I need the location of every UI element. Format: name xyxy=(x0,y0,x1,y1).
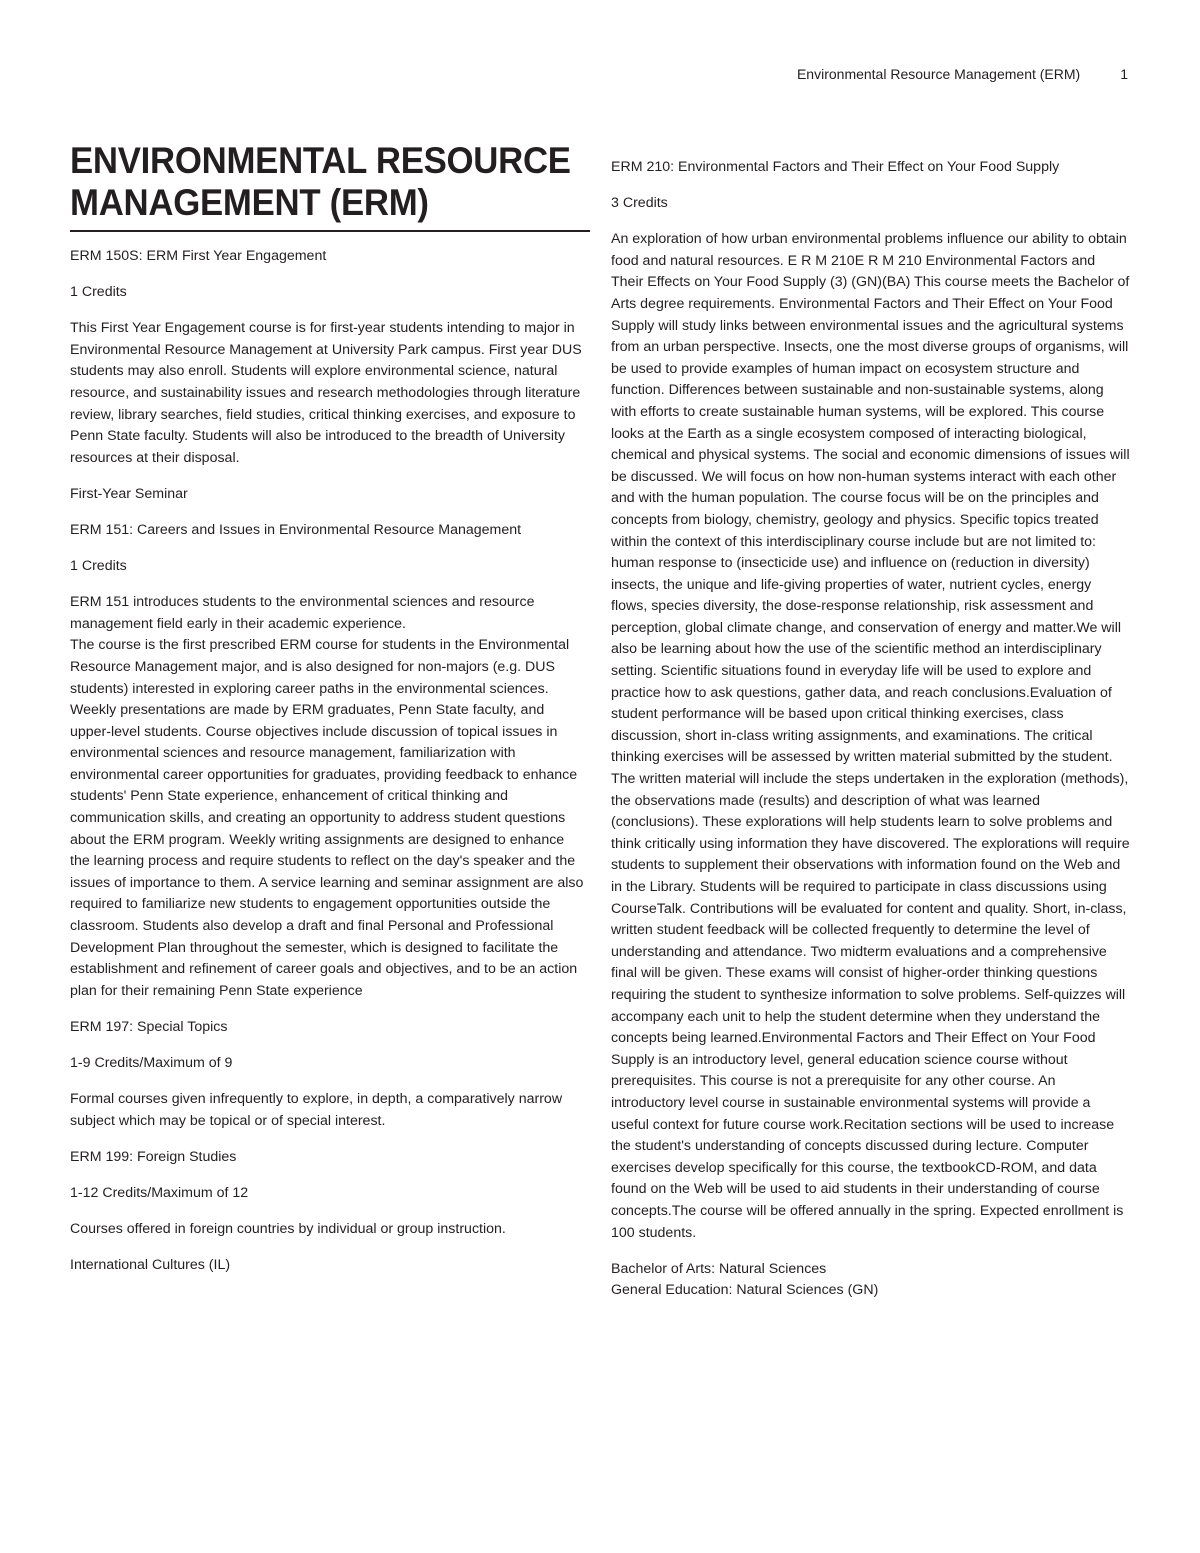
course-credits-erm151: 1 Credits xyxy=(70,558,127,575)
course-tag-erm199: International Cultures (IL) xyxy=(70,1257,231,1274)
course-title-erm210: ERM 210: Environmental Factors and Their Effect on Your Food Supply xyxy=(611,159,1060,175)
course-description-erm197: Formal courses given infrequently to explore, in depth, a comparatively narrow subject which may be topical or of special interest. xyxy=(70,1091,563,1129)
page-title: ENVIRONMENTAL RESOURCE MANAGEMENT (ERM) xyxy=(70,140,571,223)
course-title-erm151: ERM 151: Careers and Issues in Environmental Resource Management xyxy=(70,521,522,538)
course-title-erm197: ERM 197: Special Topics xyxy=(70,1018,228,1035)
course-ba-erm210: Bachelor of Arts: Natural Sciences xyxy=(611,1260,827,1277)
running-title: Environmental Resource Management (ERM) xyxy=(796,66,1081,82)
course-tag-erm150s: First-Year Seminar xyxy=(70,485,188,502)
course-description-erm199: Courses offered in foreign countries by individual or group instruction. xyxy=(70,1220,506,1237)
course-description-erm151: The course is the first prescribed ERM course for students in the Environmental Resource Management major, and is also designed for non-majors (e.g. DUS students) interested in exploring career paths in the environmental sciences. Weekly presentations are made by ERM graduates, Penn State faculty, and upper-level students. Course objectives include discussion of topical issues in environmental sciences and resource management, familiarization with environmental career opportunities for graduates, providing feedback to enhance students' Penn State experience, enhancement of critical thinking and communication skills, and creating an opportunity to address student questions about the ERM program. Weekly writing assignments are designed to enhance the learning process and require students to reflect on the day's speaker and the issues of importance to them. A service learning and seminar assignment are also required to familiarize new students to engagement opportunities outside the classroom. Students also develop a draft and final Personal and Professional Development Plan throughout the semester, which is designed to facilitate the establishment and refinement of career goals and objectives, and to be an action plan for their remaining Penn State experience xyxy=(70,637,584,999)
course-description-erm210: An exploration of how urban environmental problems influence our ability to obtain food and natural resources. E R M 210E R M 210 Environmental Factors and Their Effects on Your Food Supply (3) (GN)(BA) This course meets the Bachelor of Arts degree requirements. Environmental Factors and Their Effect on Your Food Supply will study links between environmental issues and the agricultural systems from an urban perspective. Insects, one the most diverse groups of organisms, will be used to provide examples of human impact on ecosystem structure and function. Differences between sustainable and non-sustainable systems, along with efforts to create sustainable human systems, will be explored. This course looks at the Earth as a single ecosystem composed of interacting biological, chemical and physical systems. The social and economic dimensions of issues will be discussed. We will focus on how non-human systems interact with each other and with the human population. The course focus will be on the principles and concepts from biology, chemistry, geology and physics. Specific topics treated within the context of this interdisciplinary course include but are not limited to: human response to (insecticide use) and influence on (reduction in diversity) insects, the unique and life-giving properties of water, nutrient cycles, energy flows, species diversity, the dose-response relationship, risk assessment and perception, global climate change, and conservation of energy and matter.We will also be learning about how the use of the scientific method an interdisciplinary setting. Scientific situations found in everyday life will be used to explore and practice how to ask questions, gather data, and reach conclusions.Evaluation of student performance will be based upon critical thinking exercises, class discussion, short in-class writing assignments, and examinations. The critical thinking exercises will be assessed by written material submitted by the student. The written material will include the steps undertaken in the exploration (methods), the observations made (results) and description of what was learned (conclusions). These explorations will help students learn to solve problems and think critically using information they have discovered. The explorations will require students to supplement their observations with information found on the Web and in the Library. Students will be required to participate in class discussions using CourseTalk. Contributions will be evaluated for content and quality. Short, in-class, written student feedback will be collected frequently to determine the level of understanding and attendance. Two midterm evaluations and a comprehensive final will be given. These exams will consist of higher-order thinking questions requiring the student to synthesize information to solve problems. Self-quizzes will accompany each unit to help the student determine when they understand the concepts being learned.Environmental Factors and Their Effect on Your Food Supply is an introductory level, general education science course without prerequisites. This course is not a prerequisite for any other course. An introductory level course in sustainable environmental systems will provide a useful context for future course work.Recitation sections will be used to increase the student's understanding of concepts discussed during lecture. Computer exercises develop specifically for this course, the textbookCD-ROM, and data found on the Web will be used to aid students in their understanding of course concepts.The course will be offered annually in the spring. Expected enrollment is 100 students. xyxy=(611,231,1130,1241)
course-title-erm199: ERM 199: Foreign Studies xyxy=(70,1148,237,1165)
course-description-erm150s: This First Year Engagement course is for first-year students intending to major in Environmental Resource Management at University Park campus. First year DUS students may also enroll. Students will explore environmental science, natural resource, and sustainability issues and research methodologies through literature review, library searches, field studies, critical thinking exercises, and exposure to Penn State faculty. Students will also be introduced to the breadth of University resources at their disposal. xyxy=(70,320,582,466)
course-credits-erm199: 1-12 Credits/Maximum of 12 xyxy=(70,1184,249,1201)
course-gened-erm210: General Education: Natural Sciences (GN) xyxy=(611,1282,879,1299)
left-column xyxy=(70,140,586,1291)
title-rule xyxy=(70,230,590,232)
right-column xyxy=(611,157,1131,1316)
course-credits-erm197: 1-9 Credits/Maximum of 9 xyxy=(70,1055,233,1071)
course-credits-erm150s: 1 Credits xyxy=(70,284,127,301)
course-description-erm151-intro: ERM 151 introduces students to the environmental sciences and resource management field early in their academic experience. xyxy=(70,594,535,632)
page-number: 1 xyxy=(1120,66,1128,82)
course-credits-erm210: 3 Credits xyxy=(611,195,668,212)
course-title-erm150s: ERM 150S: ERM First Year Engagement xyxy=(70,248,327,264)
running-header xyxy=(797,66,1128,82)
